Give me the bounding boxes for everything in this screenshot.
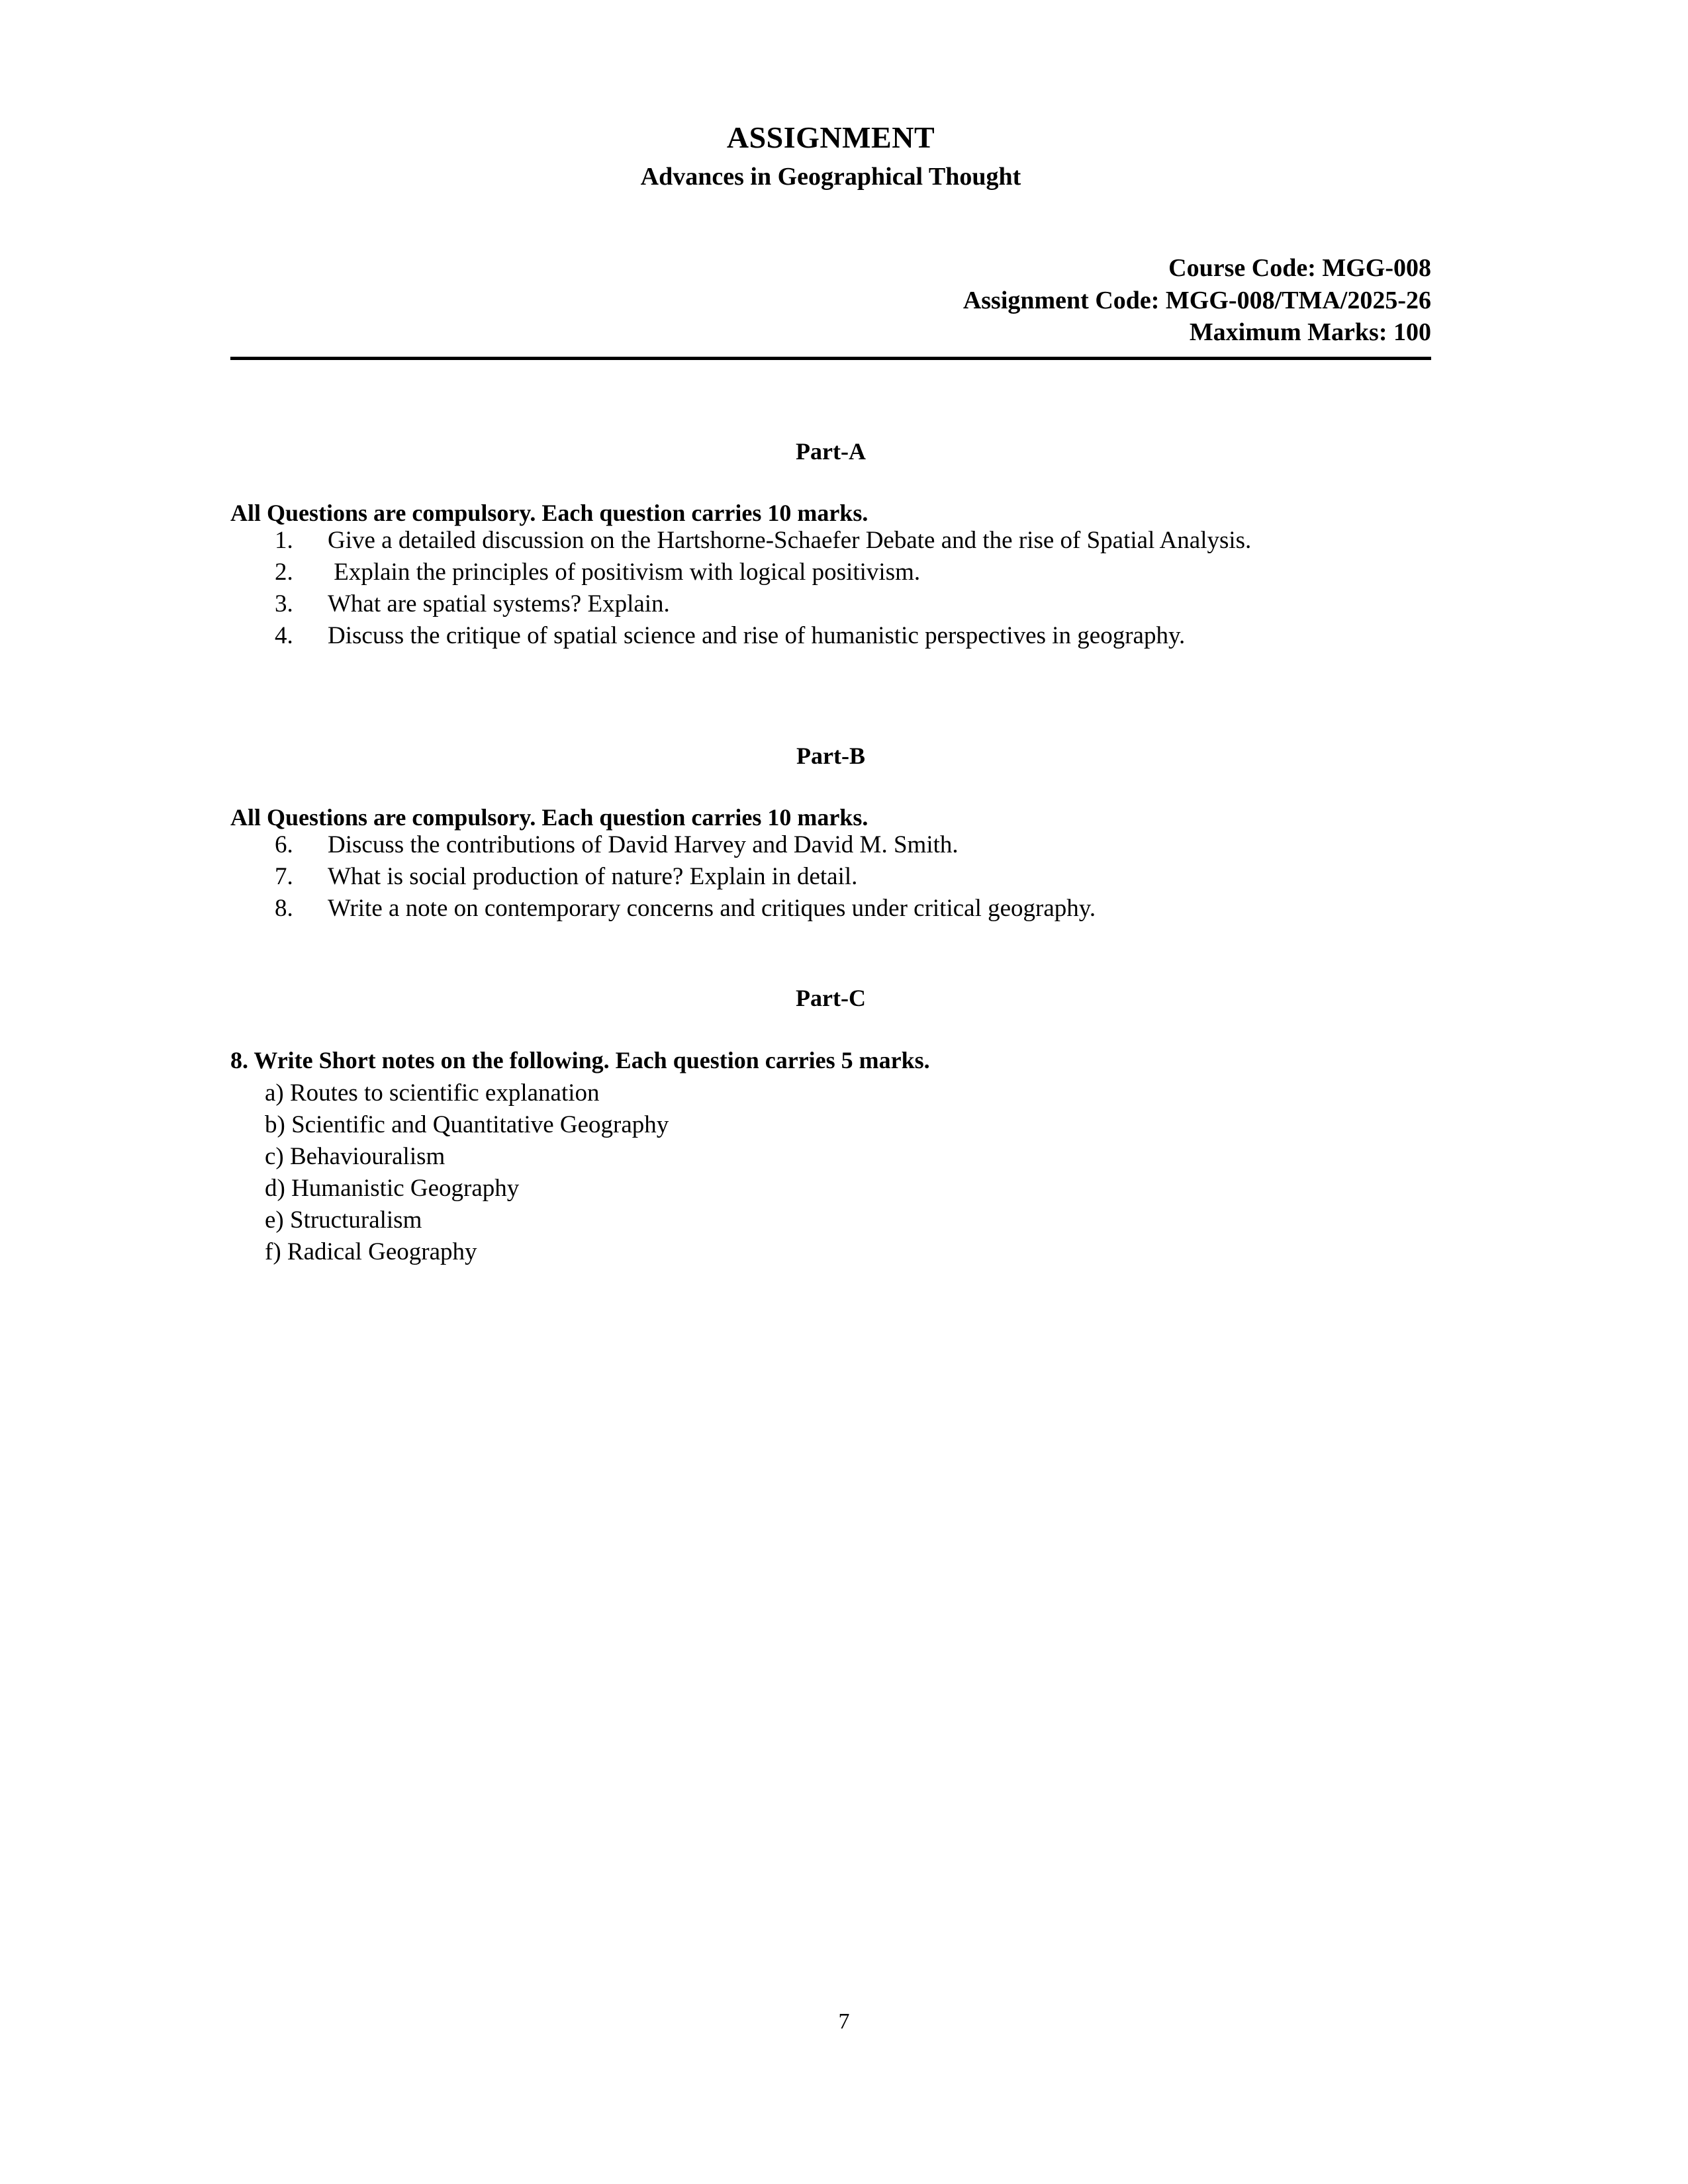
list-item — [230, 525, 1431, 557]
question-text: Explain the principles of positivism with logical positivism. — [328, 558, 921, 586]
part-c-note-list — [230, 1077, 1431, 1269]
question-text: Discuss the contributions of David Harvey and David M. Smith. — [328, 831, 959, 859]
list-item: e) Structuralism — [265, 1206, 422, 1234]
course-meta-block — [230, 252, 1431, 349]
assignment-code-line: Assignment Code: MGG-008/TMA/2025-26 — [962, 286, 1431, 314]
question-text: What is social production of nature? Explain in detail. — [328, 863, 858, 891]
question-text: Write a note on contemporary concerns and critiques under critical geography. — [328, 895, 1096, 923]
question-number: 3. — [275, 590, 293, 618]
course-code-line: Course Code: MGG-008 — [1168, 254, 1431, 282]
maximum-marks-line: Maximum Marks: 100 — [1189, 318, 1431, 347]
list-item — [230, 557, 1431, 588]
list-item: f) Radical Geography — [265, 1238, 477, 1265]
page-content — [230, 0, 1431, 1268]
question-number: 4. — [275, 622, 293, 650]
part-b-instruction: All Questions are compulsory. Each question carries 10 marks. — [230, 804, 868, 831]
header-divider — [230, 357, 1431, 360]
part-a-instruction: All Questions are compulsory. Each question carries 10 marks. — [230, 499, 868, 526]
question-number: 7. — [275, 863, 293, 891]
question-number: 8. — [275, 895, 293, 923]
part-b-question-list — [230, 829, 1431, 925]
question-text: Give a detailed discussion on the Hartshorne-Schaefer Debate and the rise of Spatial Analysis. — [328, 526, 1252, 554]
list-item: b) Scientific and Quantitative Geography — [265, 1111, 669, 1138]
page-title: ASSIGNMENT — [726, 120, 935, 154]
part-a-question-list — [230, 525, 1431, 652]
list-item — [230, 893, 1431, 925]
question-number: 6. — [275, 831, 293, 859]
list-item — [230, 620, 1431, 652]
question-text: Discuss the critique of spatial science and rise of humanistic perspectives in geography. — [328, 622, 1186, 650]
list-item: c) Behaviouralism — [265, 1142, 445, 1170]
part-c-instruction: 8. Write Short notes on the following. Each question carries 5 marks. — [230, 1046, 930, 1073]
list-item — [230, 829, 1431, 861]
question-text: What are spatial systems? Explain. — [328, 590, 670, 618]
list-item — [230, 861, 1431, 893]
page-number: 7 — [838, 2009, 850, 2034]
part-c-heading: Part-C — [796, 984, 866, 1011]
list-item: d) Humanistic Geography — [265, 1174, 520, 1202]
question-number: 2. — [275, 558, 293, 586]
list-item — [230, 588, 1431, 620]
page-subtitle: Advances in Geographical Thought — [640, 163, 1021, 191]
part-a-heading: Part-A — [796, 437, 866, 465]
question-number: 1. — [275, 526, 293, 554]
part-b-heading: Part-B — [796, 743, 865, 770]
list-item: a) Routes to scientific explanation — [265, 1079, 600, 1107]
